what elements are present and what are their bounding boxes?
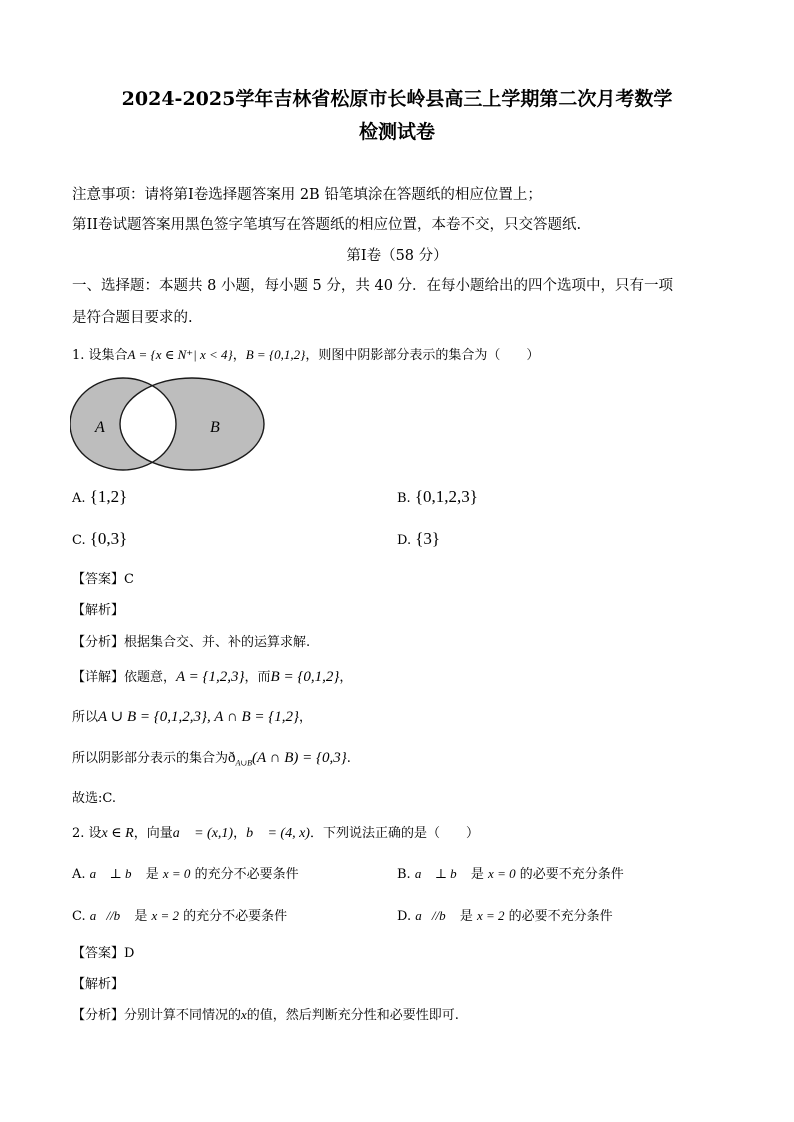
q2-option-b-cond: x = 0 — [488, 866, 516, 881]
q1-option-b-value: {0,1,2,3} — [414, 487, 478, 506]
q1-so2-end: . — [346, 751, 351, 766]
part1-line1: 一、选择题：本题共 8 小题，每小题 5 分，共 40 分．在每小题给出的四个选项中，只有一项 — [72, 278, 674, 294]
q2-option-d-mid: 是 — [455, 909, 477, 924]
q1-option-d-value: {3} — [415, 529, 441, 548]
q2-option-b-text: 的必要不充分条件 — [515, 867, 624, 882]
venn-label-b: B — [210, 419, 220, 436]
q1-stem — [72, 344, 539, 363]
q2-stem-mid: ，向量 — [133, 826, 173, 841]
q1-option-a-label: A. — [72, 491, 86, 506]
q1-fenxi: 【分析】根据集合交、并、补的运算求解. — [72, 635, 311, 650]
q1-set-a: A = {x ∈ N⁺| x < 4} — [127, 347, 233, 362]
q1-detail-set-a: A = {1,2,3} — [176, 669, 245, 685]
q1-detail — [72, 666, 352, 686]
q2-option-c-cond: x = 2 — [151, 908, 180, 923]
q1-complement-symbol: ð — [228, 750, 236, 766]
q2-answer: 【答案】D — [72, 946, 135, 961]
q1-detail-end: ， — [339, 670, 353, 685]
document-title-line1: 2024-2025学年吉林省松原市长岭县高三上学期第二次月考数学 — [121, 88, 673, 110]
q1-conclusion: 故选:C. — [72, 791, 116, 806]
q2-vector-b: b⃗ = (4, x) — [246, 826, 310, 841]
venn-label-a: A — [95, 419, 105, 436]
q2-option-c-text: 的充分不必要条件 — [179, 909, 288, 924]
q1-complement-subscript: A∪B — [235, 758, 252, 768]
q2-fenxi-prefix: 【分析】分别计算不同情况的 — [72, 1008, 242, 1023]
q1-detail-prefix: 【详解】依题意， — [72, 670, 177, 685]
q1-option-a — [72, 487, 127, 507]
q1-so2-expr: (A ∩ B) = {0,3} — [252, 750, 347, 766]
q2-option-b-expr: a⃗ ⊥ b⃗ — [414, 866, 467, 881]
q2-stem-x: x ∈ R — [101, 826, 134, 841]
q1-option-c — [72, 529, 127, 549]
q2-option-c — [72, 905, 287, 924]
q1-so1-expr: A ∪ B = {0,1,2,3}, A ∩ B = {1,2} — [98, 709, 299, 725]
q2-option-b — [397, 863, 624, 882]
section-title: 第I卷（58 分） — [346, 248, 448, 264]
venn-diagram — [70, 374, 270, 474]
q1-so1-prefix: 所以 — [72, 710, 99, 725]
q2-stem — [72, 822, 479, 842]
q2-stem-comma: ， — [233, 826, 247, 841]
q2-option-c-expr: a⃗//b⃗ — [89, 908, 131, 923]
q2-option-a-mid: 是 — [141, 867, 163, 882]
q2-option-a-label: A. — [72, 867, 86, 882]
q2-stem-suffix: ．下列说法正确的是（ ） — [309, 826, 479, 841]
q1-so2-prefix: 所以阴影部分表示的集合为 — [72, 751, 229, 766]
q2-fenxi — [72, 1004, 459, 1023]
q1-set-b: B = {0,1,2} — [245, 347, 306, 362]
part1-line2: 是符合题目要求的. — [72, 310, 193, 326]
q1-option-b — [397, 487, 478, 507]
q2-fenxi-suffix: 的值，然后判断充分性和必要性即可. — [246, 1008, 459, 1023]
document-title-line2: 检测试卷 — [358, 121, 435, 143]
q1-so1-end: ， — [299, 710, 313, 725]
q2-option-a — [72, 863, 299, 882]
q1-analysis-heading: 【解析】 — [72, 603, 125, 618]
q1-comma: ， — [232, 348, 246, 363]
q1-option-c-value: {0,3} — [89, 529, 128, 548]
q2-option-d-text: 的必要不充分条件 — [504, 909, 613, 924]
q1-so-line2 — [72, 747, 351, 768]
q2-fenxi-x: x — [241, 1007, 247, 1022]
q1-stem-prefix: 1. 设集合 — [72, 348, 128, 363]
notice-line2: 第II卷试题答案用黑色签字笔填写在答题纸的相应位置，本卷不交，只交答题纸. — [72, 217, 582, 233]
q2-option-b-label: B. — [397, 867, 411, 882]
q1-so-line1 — [72, 706, 312, 726]
q1-option-d — [397, 529, 440, 549]
notice-line1: 注意事项：请将第I卷选择题答案用 2B 铅笔填涂在答题纸的相应位置上； — [72, 187, 542, 203]
q2-option-a-text: 的充分不必要条件 — [190, 867, 299, 882]
q1-option-b-label: B. — [397, 491, 411, 506]
q2-stem-prefix: 2. 设 — [72, 826, 102, 841]
q2-option-c-mid: 是 — [130, 909, 152, 924]
q1-option-a-value: {1,2} — [89, 487, 128, 506]
q2-vector-a: a⃗ = (x,1) — [172, 826, 234, 841]
q2-option-a-cond: x = 0 — [162, 866, 191, 881]
q2-option-d-expr: a⃗//b⃗ — [415, 908, 456, 923]
q1-answer: 【答案】C — [72, 572, 134, 587]
q2-option-c-label: C. — [72, 909, 86, 924]
q2-option-d-label: D. — [397, 909, 412, 924]
q2-option-d — [397, 905, 613, 924]
q1-option-d-label: D. — [397, 533, 412, 548]
q1-detail-set-b: B = {0,1,2} — [270, 669, 340, 685]
q1-detail-mid: ，而 — [244, 670, 271, 685]
q1-stem-suffix: ，则图中阴影部分表示的集合为（ ） — [305, 348, 540, 363]
q2-option-a-expr: a⃗ ⊥ b⃗ — [89, 866, 142, 881]
q2-option-b-mid: 是 — [466, 867, 489, 882]
q2-option-d-cond: x = 2 — [476, 908, 505, 923]
q1-option-c-label: C. — [72, 533, 86, 548]
q2-analysis-heading: 【解析】 — [72, 977, 125, 992]
